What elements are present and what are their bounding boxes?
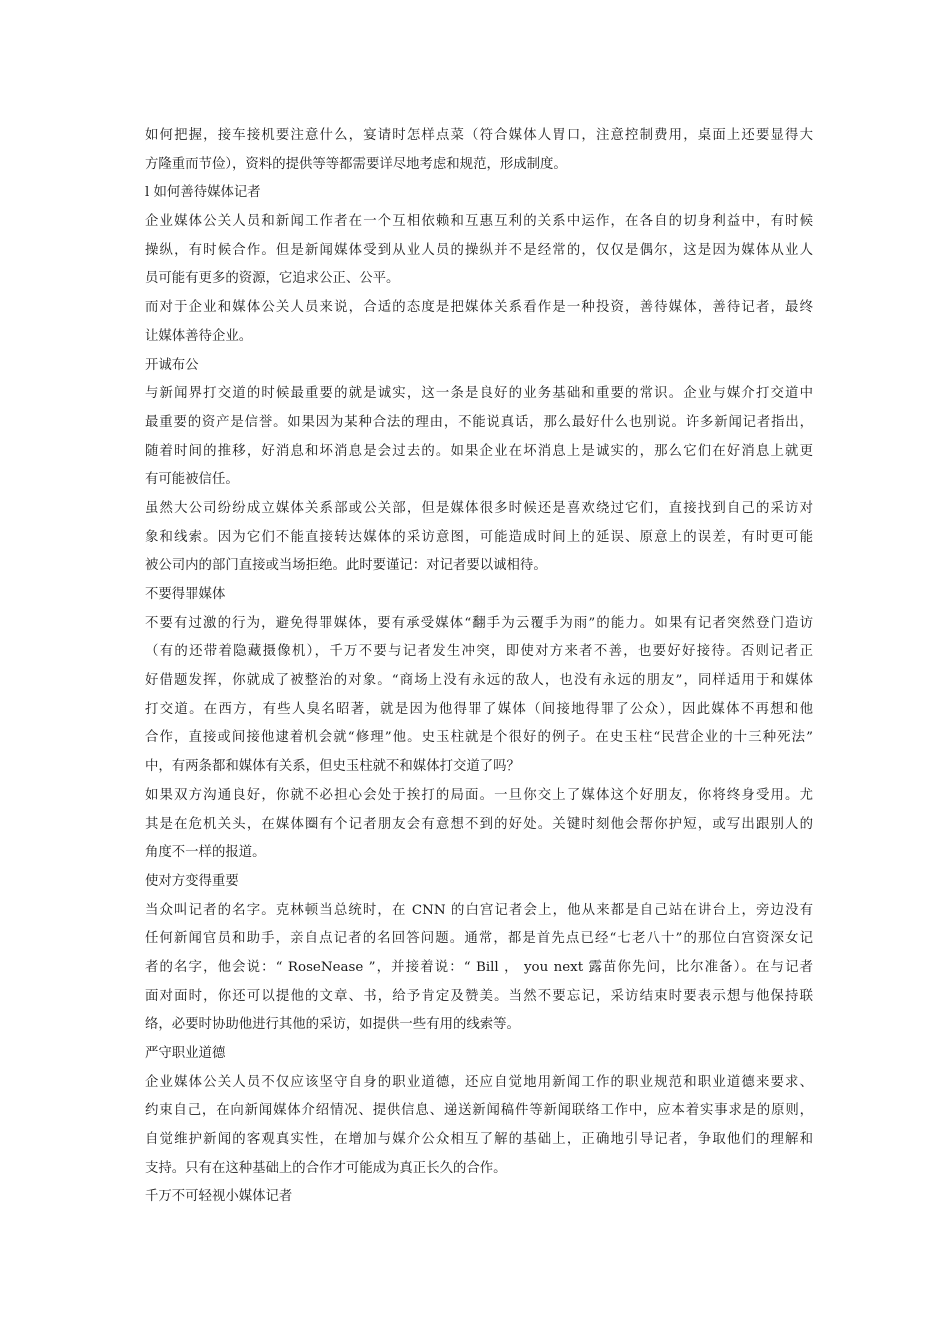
section-heading: 不要得罪媒体 — [145, 587, 226, 602]
paragraph-line: 面对面时，你还可以提他的文章、书，给予肯定及赞美。当然不要忘记，采访结束时要表示想与他保持联 — [145, 988, 813, 1004]
paragraph-line: 任何新闻官员和助手，亲自点记者的名回答问题。通常，都是首先点已经“七老八十”的那位白宫资深女记 — [145, 931, 813, 947]
document-body — [145, 122, 813, 1212]
paragraph-line: 打交道。在西方，有些人臭名昭著，就是因为他得罪了媒体（间接地得罪了公众），因此媒体不再想和他 — [145, 701, 813, 717]
paragraph-line: 好借题发挥，你就成了被整治的对象。“商场上没有永远的敌人，也没有永远的朋友”，同样适用于和媒体 — [145, 673, 813, 689]
paragraph-line: 与新闻界打交道的时候最重要的就是诚实，这一条是良好的业务基础和重要的常识。企业与媒介打交道中 — [145, 386, 813, 402]
paragraph-line: 操纵，有时候合作。但是新闻媒体受到从业人员的操纵并不是经常的，仅仅是偶尔，这是因为媒体从业人 — [145, 242, 813, 258]
paragraph-line: 员可能有更多的资源，它追求公正、公平。 — [145, 271, 400, 287]
paragraph-line: 约束自己，在向新闻媒体介绍情况、提供信息、递送新闻稿件等新闻联络工作中，应本着实事求是的原则， — [145, 1103, 813, 1119]
section-heading: 严守职业道德 — [145, 1046, 226, 1061]
paragraph-line: 被公司内的部门直接或当场拒绝。此时要谨记：对记者要以诚相待。 — [145, 558, 547, 574]
paragraph-line: 支持。只有在这种基础上的合作才可能成为真正长久的合作。 — [145, 1160, 507, 1176]
paragraph-line: 如何把握，接车接机要注意什么，宴请时怎样点菜（符合媒体人胃口，注意控制费用，桌面上还要显得大 — [145, 128, 813, 143]
section-heading: 千万不可轻视小媒体记者 — [145, 1189, 293, 1205]
section-heading: 开诚布公 — [145, 357, 199, 373]
paragraph-line: 中，有两条都和媒体有关系，但史玉柱就不和媒体打交道了吗？ — [145, 759, 520, 775]
paragraph-line: 络，必要时协助他进行其他的采访，如提供一些有用的线索等。 — [145, 1017, 520, 1033]
paragraph-line: 有可能被信任。 — [145, 472, 239, 488]
paragraph-line: 而对于企业和媒体公关人员来说，合适的态度是把媒体关系看作是一种投资，善待媒体，善待记者，最终 — [145, 300, 813, 316]
paragraph-line: 让媒体善待企业。 — [145, 328, 253, 344]
paragraph-line: 方隆重而节俭），资料的提供等等都需要详尽地考虑和规范，形成制度。 — [145, 156, 567, 172]
paragraph-line: 企业媒体公关人员不仅应该坚守自身的职业道德，还应自觉地用新闻工作的职业规范和职业道德来要求、 — [145, 1074, 813, 1090]
paragraph-line: 其是在危机关头，在媒体圈有个记者朋友会有意想不到的好处。关键时刻他会帮你护短，或写出跟别人的 — [145, 816, 813, 832]
section-heading: l 如何善待媒体记者 — [145, 185, 261, 201]
paragraph-line: 当众叫记者的名字。克林顿当总统时，在 CNN 的白宫记者会上，他从来都是自己站在讲台上，旁边没有 — [145, 902, 813, 918]
paragraph-line: 虽然大公司纷纷成立媒体关系部或公关部，但是媒体很多时候还是喜欢绕过它们，直接找到自己的采访对 — [145, 500, 813, 516]
section-heading: 使对方变得重要 — [145, 873, 239, 889]
paragraph-line: 如果双方沟通良好，你就不必担心会处于挨打的局面。一旦你交上了媒体这个好朋友，你将终身受用。尤 — [145, 787, 813, 803]
paragraph-line: （有的还带着隐藏摄像机），千万不要与记者发生冲突，即使对方来者不善，也要好好接待。否则记者正 — [145, 644, 813, 660]
paragraph-line: 者的名字，他会说：“ RoseNease ”，并接着说：“ Bill ， you next 露苗你先问，比尔准备）。在与记者 — [145, 959, 813, 975]
paragraph-line: 不要有过激的行为，避免得罪媒体，要有承受媒体“翻手为云覆手为雨”的能力。如果有记者突然登门造访 — [145, 615, 813, 631]
paragraph-line: 企业媒体公关人员和新闻工作者在一个互相依赖和互惠互利的关系中运作，在各自的切身利益中，有时候 — [145, 214, 813, 230]
paragraph-line: 最重要的资产是信誉。如果因为某种合法的理由，不能说真话，那么最好什么也别说。许多新闻记者指出， — [145, 414, 813, 430]
paragraph-line: 角度不一样的报道。 — [145, 845, 266, 861]
paragraph-line: 自觉维护新闻的客观真实性，在增加与媒介公众相互了解的基础上，正确地引导记者，争取他们的理解和 — [145, 1132, 813, 1148]
paragraph-line: 象和线索。因为它们不能直接转达媒体的采访意图，可能造成时间上的延误、原意上的误差，有时更可能 — [145, 529, 813, 545]
paragraph-line: 合作，直接或间接他逮着机会就“修理”他。史玉柱就是个很好的例子。在史玉柱“民营企业的十三种死法” — [145, 730, 813, 746]
paragraph-line: 随着时间的推移，好消息和坏消息是会过去的。如果企业在坏消息上是诚实的，那么它们在好消息上就更 — [145, 443, 813, 459]
